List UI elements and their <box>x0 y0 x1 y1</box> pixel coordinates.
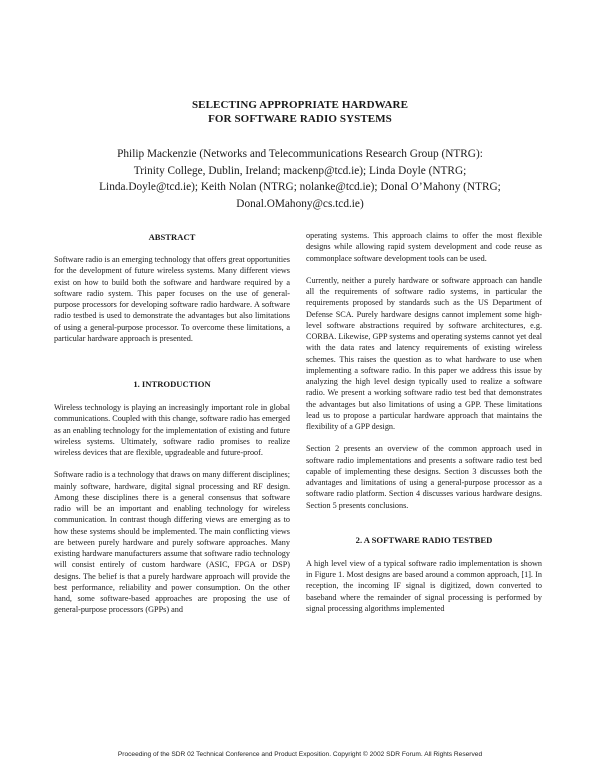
intro-paragraph-5: Section 2 presents an overview of the common approach used in software radio implementations and presents a software radio test bed capable of implementing these designs. Section 3 discusses both the advantages and limitations of using a general-purpose processor as a software radio platform. Section 4 discusses various hardware designs. Section 5 presents conclusions. <box>306 444 542 510</box>
page-footer: Proceeding of the SDR 02 Technical Conference and Product Exposition. Copyright © 2002 SDR Forum. All Rights Reserved <box>117 751 483 758</box>
paper-title <box>0 98 600 126</box>
right-column <box>306 230 542 614</box>
left-column <box>54 232 290 616</box>
intro-paragraph-1: Wireless technology is playing an increasingly important role in global communications. Coupled with this change, software radio has emerged as an enabling technology for the implementation of existing and future wireless systems. Ultimately, software radio promises to realize wireless devices that are flexible, upgradeable and future-proof. <box>54 403 290 457</box>
abstract-heading: ABSTRACT <box>148 232 196 242</box>
title-line-1: SELECTING APPROPRIATE HARDWARE <box>191 99 409 111</box>
author-line-3: Linda.Doyle@tcd.ie); Keith Nolan (NTRG; nolanke@tcd.ie); Donal O’Mahony (NTRG; <box>99 181 501 193</box>
author-block <box>70 146 530 212</box>
author-line-2: Trinity College, Dublin, Ireland; mackenp@tcd.ie); Linda Doyle (NTRG; <box>133 164 467 177</box>
intro-paragraph-2: Software radio is a technology that draws on many different disciplines; mainly software, hardware, digital signal processing and RF design. Among these disciplines there is a general consensus that software radio will be an important and enabling technology for wireless communication. In contrast though differing views are emerging as to how these systems should be implemented. The main conflicting views are between purely hardware and purely software approaches. Many existing hardware manufacturers assume that software radio technology will consist entirely of custom hardware (ASIC, FPGA or DSP) designs. The belief is that a purely hardware approach will provide the best performance, reliability and power consumption. On the other hand, some software-based approaches are proposing the use of general-purpose processors (GPPs) and <box>54 470 290 615</box>
title-line-2: FOR SOFTWARE RADIO SYSTEMS <box>208 113 392 125</box>
author-line-4: Donal.OMahony@cs.tcd.ie) <box>236 197 364 210</box>
intro-paragraph-4: Currently, neither a purely hardware or software approach can handle all the requirements of software radio systems, in particular the requirements proposed by standards such as the US Department of Defense SCA. Purely hardware designs cannot implement some high-level software abstractions required by software architectures, e.g. CORBA. Likewise, GPP systems and operating systems cannot yet deal with the data rates and latency requirements of existing wireless schemes. This raises the question as to what hardware to use when implementing a software radio. In this paper we address this issue by analyzing the high level design typically used to realize a software radio. We present a working software radio test bed that demonstrates the advantages but also limitations of using a GPP. These limitations lead us to propose a particular hardware approach that maintains the flexibility of a GPP design. <box>306 275 542 431</box>
abstract-text: Software radio is an emerging technology that offers great opportunities for the development of future wireless systems. Many different views exist on how to build both the software and hardware required by a software radio system. This paper focuses on the use of general-purpose processors for developing software radio hardware. A software radio testbed is used to demonstrate the advantages but also limitations of using a general-purpose processor. To overcome these limitations, a particular hardware approach is presented. <box>54 255 290 343</box>
intro-paragraph-3: operating systems. This approach claims to offer the most flexible designs while allowing rapid system development and code reuse as commonplace software development tools can be used. <box>306 231 542 263</box>
introduction-heading: 1. INTRODUCTION <box>133 379 211 389</box>
section2-paragraph-1: A high level view of a typical software radio implementation is shown in Figure 1. Most designs are based around a common approach, [1]. In reception, the incoming IF signal is digitized, down converted to baseband where the remainder of signal processing is performed by signal processing algorithms implemented <box>306 558 542 613</box>
author-line-1: Philip Mackenzie (Networks and Telecommunications Research Group (NTRG): <box>117 148 483 160</box>
section2-heading: 2. A SOFTWARE RADIO TESTBED <box>355 534 493 545</box>
